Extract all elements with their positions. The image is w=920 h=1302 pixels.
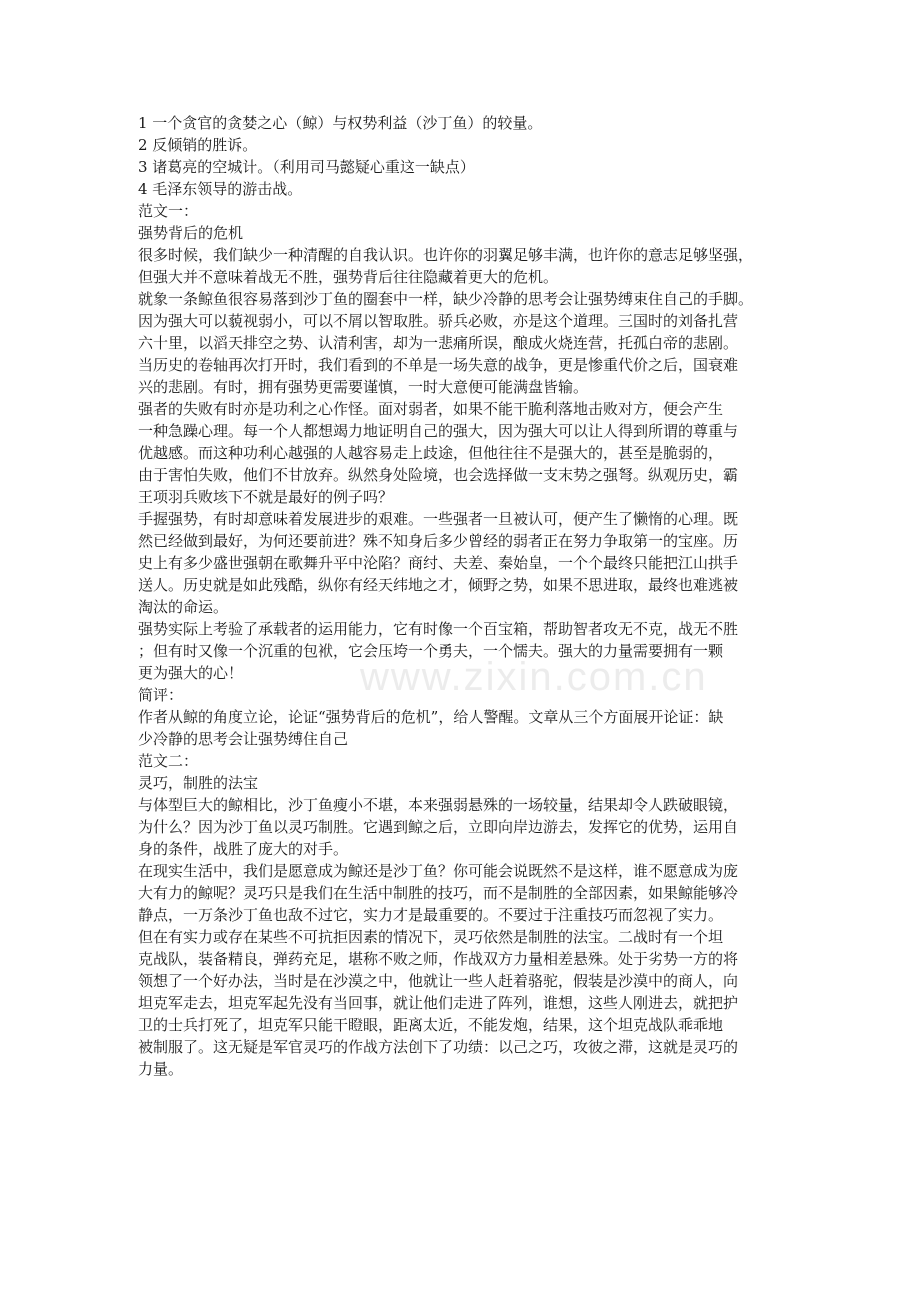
sample2-paragraph-1 xyxy=(138,794,793,860)
text-line: 克战队，装备精良，弹药充足，堪称不败之师，作战双方力量相差悬殊。处于劣势一方的将 xyxy=(138,950,739,968)
list-item: 3 诸葛亮的空城计。（利用司马懿疑心重这一缺点） xyxy=(138,158,475,176)
text-line: 被制服了。这无疑是军官灵巧的作战方法创下了功绩：以己之巧，攻彼之滞，这就是灵巧的 xyxy=(138,1038,739,1056)
text-line: 大有力的鲸呢？灵巧只是我们在生活中制胜的技巧，而不是制胜的全部因素，如果鲸能够冷 xyxy=(138,884,739,902)
text-line: 与体型巨大的鲸相比，沙丁鱼瘦小不堪，本来强弱悬殊的一场较量，结果却令人跌破眼镜， xyxy=(138,796,739,814)
text-line: 史上有多少盛世强朝在歌舞升平中沦陷？商纣、夫差、秦始皇，一个个最终只能把江山拱手 xyxy=(138,554,739,572)
sample1-paragraph-3 xyxy=(138,398,793,508)
sample1-paragraph-1 xyxy=(138,244,793,288)
text-line: 但在有实力或存在某些不可抗拒因素的情况下，灵巧依然是制胜的法宝。二战时有一个坦 xyxy=(138,928,724,946)
text-line: 强者的失败有时亦是功利之心作怪。面对弱者，如果不能干脆利落地击败对方，便会产生 xyxy=(138,400,724,418)
comment-label: 简评： xyxy=(138,686,184,704)
text-line: 优越感。而这种功利心越强的人越容易走上歧途，但他往往不是强大的，甚至是脆弱的， xyxy=(138,444,724,462)
text-line: 卫的士兵打死了，坦克军只能干瞪眼，距离太近，不能发炮，结果，这个坦克战队乖乖地 xyxy=(138,1016,724,1034)
sample1-paragraph-4 xyxy=(138,508,793,618)
text-line: 但强大并不意味着战无不胜，强势背后往往隐藏着更大的危机。 xyxy=(138,268,559,286)
sample2-paragraph-3 xyxy=(138,926,793,1080)
text-line: 领想了一个好办法，当时是在沙漠之中，他就让一些人赶着骆驼，假装是沙漠中的商人，向 xyxy=(138,972,739,990)
comment-paragraph xyxy=(138,706,793,750)
sample1-title: 强势背后的危机 xyxy=(138,224,244,242)
text-line: 就象一条鲸鱼很容易落到沙丁鱼的圈套中一样，缺少冷静的思考会让强势缚束住自己的手脚。 xyxy=(138,290,754,308)
sample2-title: 灵巧，制胜的法宝 xyxy=(138,774,259,792)
text-line: 王项羽兵败垓下不就是最好的例子吗？ xyxy=(138,488,394,506)
text-line: 由于害怕失败，他们不甘放弃。纵然身处险境，也会选择做一支末势之强弩。纵观历史，霸 xyxy=(138,466,739,484)
sample2-label: 范文二： xyxy=(138,752,199,770)
text-line: 作者从鲸的角度立论，论证“强势背后的危机”，给人警醒。文章从三个方面展开论证：缺 xyxy=(138,708,724,726)
text-line: 因为强大可以藐视弱小，可以不屑以智取胜。骄兵必败，亦是这个道理。三国时的刘备扎营 xyxy=(138,312,739,330)
text-line: 强势实际上考验了承载者的运用能力，它有时像一个百宝箱，帮助智者攻无不克，战无不胜 xyxy=(138,620,739,638)
watermark: www.zixin.com.cn xyxy=(360,655,708,699)
sample1-paragraph-5 xyxy=(138,618,793,684)
text-line: 少冷静的思考会让强势缚住自己 xyxy=(138,730,349,748)
text-line: 在现实生活中，我们是愿意成为鲸还是沙丁鱼？你可能会说既然不是这样，谁不愿意成为庞 xyxy=(138,862,739,880)
text-line: 兴的悲剧。有时，拥有强势更需要谨慎，一时大意便可能满盘皆输。 xyxy=(138,378,589,396)
text-line: 淘汰的命运。 xyxy=(138,598,229,616)
sample1-paragraph-2 xyxy=(138,288,793,398)
document-body xyxy=(138,112,793,1080)
text-line: 更为强大的心！ xyxy=(138,664,244,682)
sample2-paragraph-2 xyxy=(138,860,793,926)
text-line: 六十里，以滔天排空之势、认清利害，却为一悲痛所误，酿成火烧连营，托孤白帝的悲剧。 xyxy=(138,334,739,352)
text-line: ；但有时又像一个沉重的包袱，它会压垮一个勇夫，一个懦夫。强大的力量需要拥有一颗 xyxy=(138,642,724,660)
text-line: 然已经做到最好，为何还要前进？殊不知身后多少曾经的弱者正在努力争取第一的宝座。历 xyxy=(138,532,739,550)
text-line: 为什么？因为沙丁鱼以灵巧制胜。它遇到鲸之后，立即向岸边游去，发挥它的优势，运用自 xyxy=(138,818,739,836)
text-line: 当历史的卷轴再次打开时，我们看到的不单是一场失意的战争，更是惨重代价之后，国衰难 xyxy=(138,356,739,374)
text-line: 坦克军走去，坦克军起先没有当回事，就让他们走进了阵列，谁想，这些人刚进去，就把护 xyxy=(138,994,739,1012)
list-item: 1 一个贪官的贪婪之心（鲸）与权势利益（沙丁鱼）的较量。 xyxy=(138,114,543,132)
text-line: 很多时候，我们缺少一种清醒的自我认识。也许你的羽翼足够丰满，也许你的意志足够坚强， xyxy=(138,246,754,264)
sample1-label: 范文一： xyxy=(138,202,199,220)
text-line: 静点，一万条沙丁鱼也敌不过它，实力才是最重要的。不要过于注重技巧而忽视了实力。 xyxy=(138,906,724,924)
text-line: 送人。历史就是如此残酷，纵你有经天纬地之才，倾野之势，如果不思进取，最终也难逃被 xyxy=(138,576,739,594)
list-item: 2 反倾销的胜诉。 xyxy=(138,136,258,154)
text-line: 一种急躁心理。每一个人都想竭力地证明自己的强大，因为强大可以让人得到所谓的尊重与 xyxy=(138,422,739,440)
text-line: 力量。 xyxy=(138,1060,184,1078)
list-item: 4 毛泽东领导的游击战。 xyxy=(138,180,303,198)
point-list xyxy=(138,112,793,200)
text-line: 手握强势，有时却意味着发展进步的艰难。一些强者一旦被认可，便产生了懒惰的心理。既 xyxy=(138,510,739,528)
text-line: 身的条件，战胜了庞大的对手。 xyxy=(138,840,349,858)
